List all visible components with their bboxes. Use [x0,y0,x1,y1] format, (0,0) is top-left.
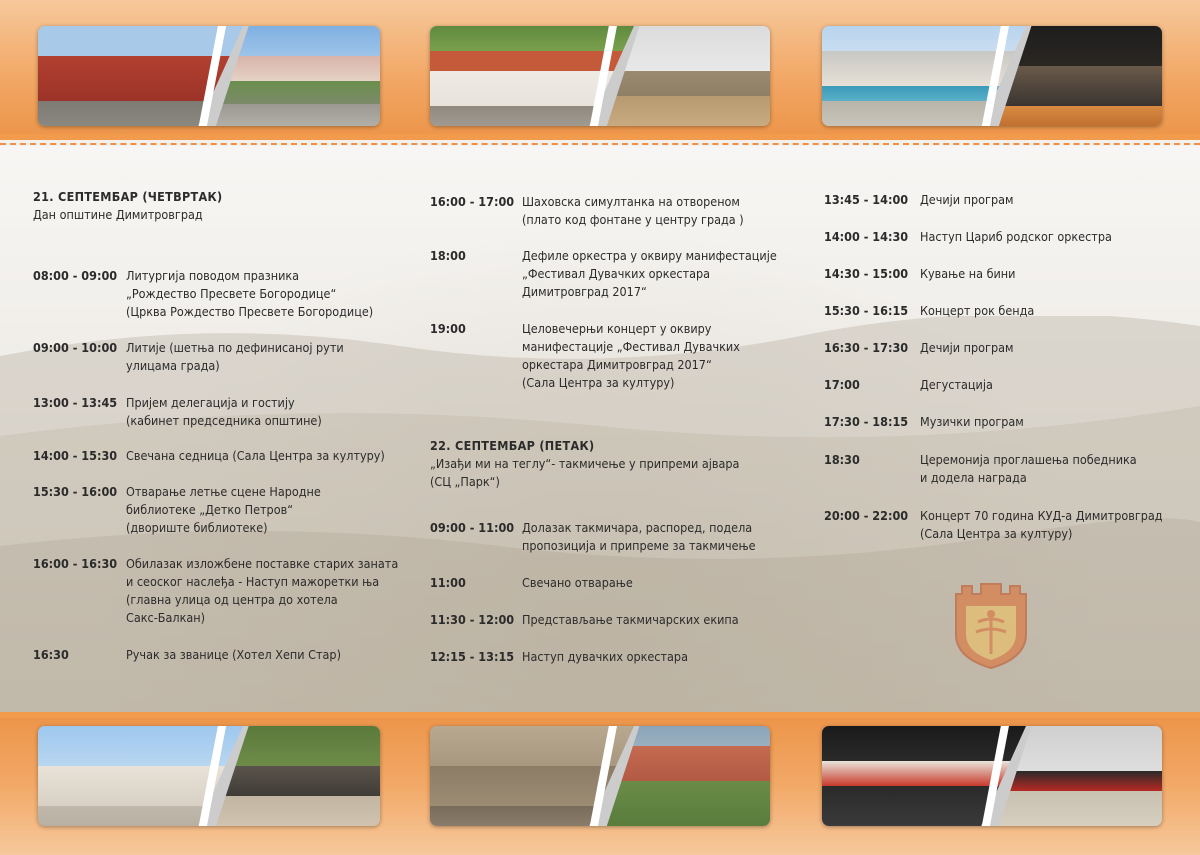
schedule-item [824,191,1013,209]
schedule-time: 13:00 - 13:45 [33,395,118,410]
schedule-time: 14:00 - 14:30 [824,229,909,244]
schedule-description: Целовечерњи концерт у оквиру манифестације „Фестивал Дувачких оркестара Димитровград 2017“ (Сала Центра за културу) [522,321,740,390]
schedule-item [33,646,341,664]
photo-village-church [430,26,770,126]
schedule-description: Дечији програм [920,192,1014,207]
schedule-time: 12:15 - 13:15 [430,649,515,664]
schedule-item [33,483,321,537]
schedule-item [430,611,739,629]
schedule-time: 16:00 - 17:00 [430,194,515,209]
top-dashed-divider [0,143,1200,145]
schedule-description: Дечији програм [920,340,1014,355]
schedule-time: 16:30 [33,647,69,662]
schedule-description: Обилазак изложбене поставке старих заната и сеоског наслеђа - Наступ мажоретки ња (главна улица од центра до хотела Сакс-Балкан) [126,556,399,625]
schedule-item [824,507,1163,543]
schedule-description: Литије (шетња по дефинисаној рути улицама града) [126,340,344,373]
schedule-item [33,555,398,627]
schedule-item [33,267,373,321]
photo-folk-dancers [822,726,1162,826]
schedule-item [430,574,633,592]
schedule-description: Шаховска симултанка на отвореном (плато код фонтане у центру града ) [522,194,744,227]
schedule-time: 17:00 [824,377,860,392]
schedule-description: Концерт 70 година КУД-а Димитровград (Сала Центра за културу) [920,508,1163,541]
schedule-time: 16:30 - 17:30 [824,340,909,355]
schedule-time: 19:00 [430,321,466,336]
day-two-subtitle: „Изађи ми на теглу“- такмичење у припреми ајвара (СЦ „Парк“) [430,456,740,489]
schedule-description: Наступ Цариб родског оркестра [920,229,1112,244]
schedule-time: 11:00 [430,575,466,590]
day-one-subtitle: Дан општине Димитровград [33,207,203,222]
day-two-title: 22. СЕПТЕМБАР (ПЕТАК) [430,438,595,453]
schedule-time: 15:30 - 16:00 [33,484,118,499]
schedule-description: Свечано отварање [522,575,633,590]
schedule-time: 18:00 [430,248,466,263]
schedule-description: Представљање такмичарских екипа [522,612,739,627]
schedule-description: Музички програм [920,414,1024,429]
schedule-time: 13:45 - 14:00 [824,192,909,207]
schedule-description: Церемонија проглашења победника и додела награда [920,452,1137,485]
schedule-item [430,648,688,666]
schedule-item [33,339,344,375]
schedule-item [824,265,1015,283]
schedule-item [824,339,1013,357]
schedule-item [33,394,322,430]
schedule-item [430,193,744,229]
schedule-description: Концерт рок бенда [920,303,1035,318]
schedule-time: 08:00 - 09:00 [33,268,118,283]
schedule-description: Литургија поводом празника „Рождество Пресвете Богородице“ (Црква Рождество Пресвете Богородице) [126,268,374,319]
schedule-item [824,376,993,394]
schedule-item [824,451,1137,487]
schedule-description: Свечана седница (Сала Центра за културу) [126,448,385,463]
schedule-description: Ручак за званице (Хотел Хепи Стар) [126,647,341,662]
photo-sports-hall-concert [822,26,1162,126]
schedule-description: Пријем делегација и гостију (кабинет председника општине) [126,395,322,428]
schedule-item [824,228,1112,246]
schedule-item [33,447,385,465]
schedule-description: Кување на бини [920,266,1016,281]
schedule-time: 09:00 - 10:00 [33,340,118,355]
schedule-time: 15:30 - 16:15 [824,303,909,318]
schedule-time: 09:00 - 11:00 [430,520,515,535]
schedule-item [824,413,1024,431]
photo-stone-building-town [430,726,770,826]
schedule-item [430,320,740,392]
schedule-time: 14:30 - 15:00 [824,266,909,281]
schedule-description: Дегустација [920,377,993,392]
schedule-description: Отварање летње сцене Народне библиотеке „Детко Петров“ (двориште библиотеке) [126,484,321,535]
schedule-time: 14:00 - 15:30 [33,448,118,463]
schedule-time: 16:00 - 16:30 [33,556,118,571]
day-one-title: 21. СЕПТЕМБАР (ЧЕТВРТАК) [33,189,223,204]
schedule-time: 11:30 - 12:00 [430,612,515,627]
schedule-time: 20:00 - 22:00 [824,508,909,523]
photo-church-monument [38,726,380,826]
schedule-time: 18:30 [824,452,860,467]
schedule-item [824,302,1034,320]
program-content [0,146,1200,712]
municipality-coat-of-arms-icon [948,576,1034,671]
schedule-time: 17:30 - 18:15 [824,414,909,429]
schedule-description: Долазак такмичара, распоред, подела пропозиција и припреме за такмичење [522,520,756,553]
photo-town-center [38,26,380,126]
schedule-description: Наступ дувачких оркестара [522,649,688,664]
schedule-description: Дефиле оркестра у оквиру манифестације „Фестивал Дувачких оркестара Димитровград 2017“ [522,248,777,299]
schedule-item [430,247,777,301]
schedule-item [430,519,756,555]
